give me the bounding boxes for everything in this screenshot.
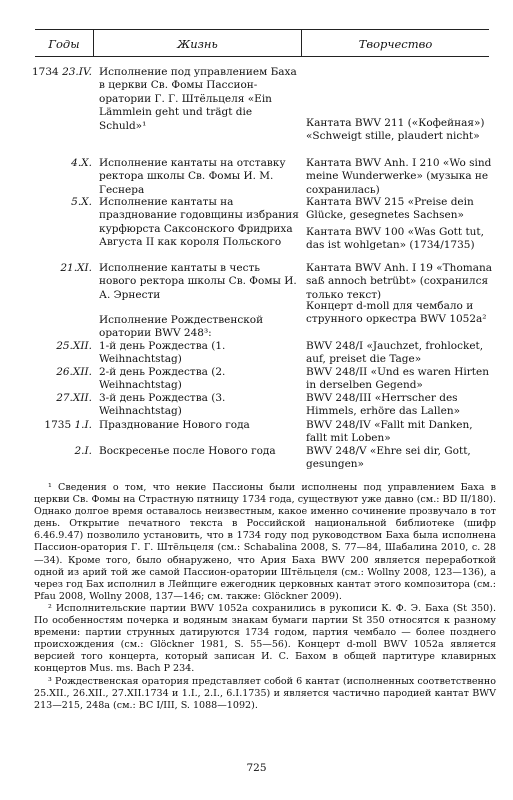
header-life: Жизнь [177,37,218,51]
table-row-life: 3-й день Рождества (3. Weihnachtstag) [99,392,226,418]
table-row-work: Кантата BWV 215 «Preise dein Glücke, gesegnetes Sachsen» [306,196,474,222]
table-row-date: 21.XI. [60,262,92,274]
table-row-work: BWV 248/V «Ehre sei dir, Gott, gesungen» [306,445,471,471]
table-row-life: Исполнение кантаты на отставку ректора школы Св. Фомы И. М. Геснера [99,157,286,196]
table-row-work: BWV 248/II «Und es waren Hirten in derselben Gegend» [306,366,489,392]
table-row-life: Исполнение под управлением Баха в церкви Св. Фомы Пассион-оратории Г. Г. Штёльцеля «Ein Lämmlein geht und trägt die Schuld»¹ [99,66,297,132]
table-row-date: 25.XII. [56,340,92,352]
table-row-work: BWV 248/III «Herrscher des Himmels, erhöre das Lallen» [306,392,461,418]
table-row-work: Кантата BWV Anh. I 210 «Wo sind meine Wunderwerke» (музыка не сохранилась) [306,157,492,196]
table-row-date: 27.XII. [56,392,92,404]
table-row-work: Кантата BWV 211 («Кофейная») «Schweigt stille, plaudert nicht» [306,117,485,143]
table-row-life: Исполнение кантаты в честь нового ректора школы Св. Фомы И. А. Эрнести [99,262,297,301]
table-row-date: 5.X. [71,196,92,208]
table-row-work: BWV 248/I «Jauchzet, frohlocket, auf, preiset die Tage» [306,340,484,366]
footnote-3: ³ Рождественская оратория представляет собой 6 кантат (исполненных соответственно 25.XII., 26.XII., 27.XII.1734 и 1.I., 2.I., 6.I.1735) и является частично пародией кантат BWV 213—215, 248a (см.: BC I/III, S. 1088—1092). [34,675,496,711]
header-top-rule [35,29,489,30]
footnotes [34,482,496,712]
table-row-life: 1-й день Рождества (1. Weihnachtstag) [99,340,226,366]
table-row-life: Исполнение кантаты на празднование годовщины избрания курфюрста Саксонского Фридриха Августа II как короля Польского [99,196,299,249]
table-row-date: 1735 1.I. [44,419,92,431]
page-number: 725 [246,762,267,774]
footnote-1: ¹ Сведения о том, что некие Пассионы были исполнены под управлением Баха в церкви Св. Фомы на Страстную пятницу 1734 года, существуют уже давно (см.: BD II/180). Однако долгое время оставалось неизвестным, какое именно сочинение прозвучало в тот день. Открытие печатного текста в Российской национальной библиотеке (шифр 6.46.9.47) позволило установить, что в 1734 году под руководством Баха была исполнена Пассион-оратория Г. Г. Штёльцеля (см.: Schabalina 2008, S. 77—84, Шабалина 2010, с. 28—34). Кроме того, было обнаружено, что Ария Баха BWV 200 является переработкой одной из арий той же самой Пассион-оратории Штёльцеля (см.: Wollny 2008, 123—136), а через год Бах исполнил в Лейпциге ежегодник церковных кантат этого композитора (см.: Pfau 2008, Wollny 2008, 137—146; см. также: Glöckner 2009). [34,482,496,602]
table-row-life: Исполнение Рождественской оратории BWV 248³: [99,314,264,340]
header-bottom-rule [35,56,489,57]
table-row-life: 2-й день Рождества (2. Weihnachtstag) [99,366,226,392]
table-row-date: 26.XII. [56,366,92,378]
table-row-work: Кантата BWV Anh. I 19 «Thomana saß annoch betrübt» (сохранился только текст) [306,262,493,301]
table-row-date: 2.I. [74,445,92,457]
table-row-work: Кантата BWV 100 «Was Gott tut, das ist wohlgetan» (1734/1735) [306,226,484,252]
table-row-date: 1734 23.IV. [31,66,92,78]
table-row-life: Воскресенье после Нового года [99,445,276,457]
table-row-work: BWV 248/IV «Fallt mit Danken, fallt mit Loben» [306,419,473,445]
table-row-date: 4.X. [71,157,92,169]
header-works: Творчество [358,37,433,51]
header-years: Годы [48,37,80,51]
table-row-life: Празднование Нового года [99,419,250,431]
table-row-work: Концерт d-moll для чембало и струнного оркестра BWV 1052a² [306,300,487,326]
footnote-2: ² Исполнительские партии BWV 1052a сохранились в рукописи К. Ф. Э. Баха (St 350). По особенностям почерка и водяным знакам бумаги партии St 350 относятся к разному времени: партии струнных датируются 1734 годом, партия чембало — более позднего происхождения (см.: Glöckner 1981, S. 55—56). Концерт d-moll BWV 1052a является версией того концерта, который записан И. С. Бахом в общей партитуре клавирных концертов Mus. ms. Bach P 234. [34,602,496,675]
